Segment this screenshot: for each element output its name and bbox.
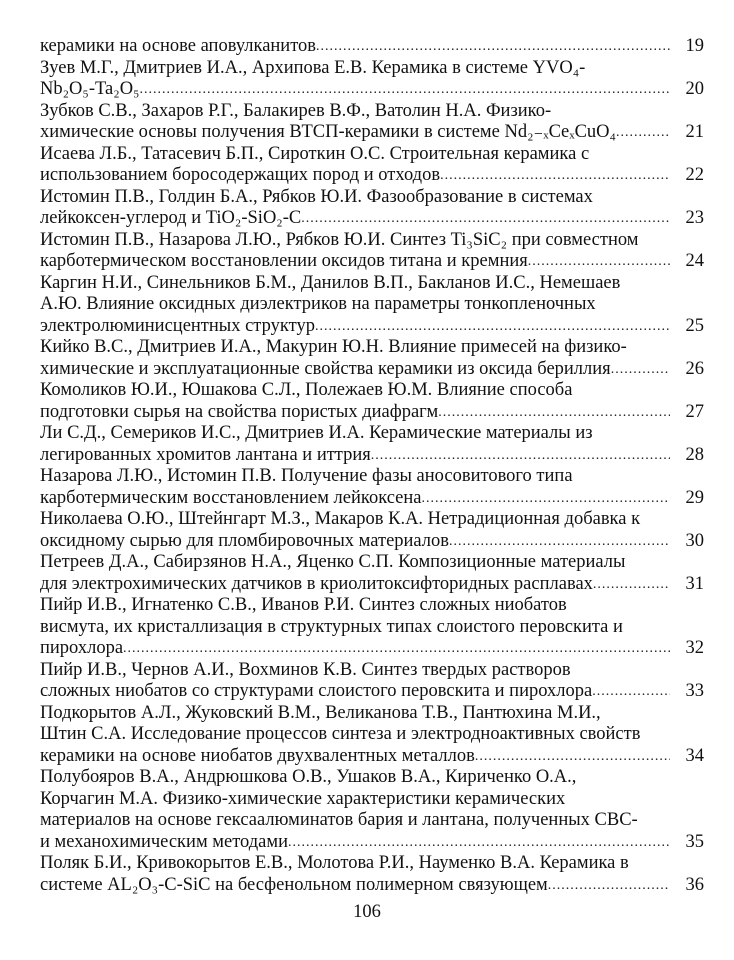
toc-line bbox=[40, 144, 704, 166]
toc-page-number: 20 bbox=[685, 79, 704, 99]
toc-page-number: 31 bbox=[685, 573, 704, 594]
toc-line-text-wrap bbox=[40, 767, 670, 789]
toc-line bbox=[40, 316, 704, 338]
toc-line-text-wrap bbox=[40, 402, 670, 424]
toc-page-number: 34 bbox=[685, 745, 704, 766]
toc-line-text: Николаева О.Ю., Штейнгарт М.З., Макаров К.А. Нетрадиционная добавка к bbox=[40, 509, 641, 529]
toc-line-text-wrap bbox=[40, 165, 670, 187]
toc-line-text: Корчагин М.А. Физико-химические характеристики керамических bbox=[40, 788, 566, 809]
toc-page-number: 24 bbox=[685, 251, 704, 271]
toc-line-text: пирохлора bbox=[40, 638, 124, 658]
toc-line bbox=[40, 58, 704, 80]
toc-entry bbox=[40, 423, 704, 466]
toc-line bbox=[40, 187, 704, 209]
toc-line bbox=[40, 79, 704, 101]
toc-line-text-wrap bbox=[40, 208, 670, 230]
table-of-contents bbox=[40, 36, 704, 896]
page-number-spacer bbox=[670, 230, 704, 252]
toc-entry bbox=[40, 337, 704, 380]
toc-line bbox=[40, 423, 704, 445]
toc-line bbox=[40, 165, 704, 187]
toc-line-text-wrap bbox=[40, 703, 670, 725]
toc-page-number: 26 bbox=[685, 358, 704, 379]
toc-line bbox=[40, 337, 704, 359]
toc-line-text: Штин С.А. Исследование процессов синтеза и электродноактивных свойств bbox=[40, 724, 641, 744]
toc-line-text: карботермическом восстановлении оксидов титана и кремния bbox=[40, 251, 528, 271]
toc-line-text-wrap bbox=[40, 359, 670, 381]
toc-line-text-wrap bbox=[40, 230, 670, 252]
toc-line bbox=[40, 875, 704, 897]
toc-entry bbox=[40, 144, 704, 187]
page-number-spacer bbox=[670, 423, 704, 445]
toc-line-text: Пийр И.В., Игнатенко С.В., Иванов Р.И. Синтез сложных ниобатов bbox=[40, 595, 567, 615]
toc-line bbox=[40, 36, 704, 58]
toc-entry bbox=[40, 273, 704, 338]
page-number-spacer bbox=[670, 552, 704, 574]
toc-entry bbox=[40, 101, 704, 144]
toc-line bbox=[40, 746, 704, 768]
toc-page-number: 23 bbox=[685, 208, 704, 228]
page-number-spacer bbox=[670, 187, 704, 209]
toc-line bbox=[40, 832, 704, 854]
toc-entry bbox=[40, 552, 704, 595]
toc-line bbox=[40, 251, 704, 273]
toc-line-text-wrap bbox=[40, 617, 670, 639]
toc-line-text: лейкоксен-углерод и TiO₂-SiO₂-C bbox=[40, 208, 302, 228]
toc-line-text: Поляк Б.И., Кривокорытов Е.В., Молотова Р.И., Науменко В.А. Керамика в bbox=[40, 853, 629, 873]
toc-line-text: А.Ю. Влияние оксидных диэлектриков на параметры тонкопленочных bbox=[40, 294, 596, 314]
page-number-spacer bbox=[670, 853, 704, 875]
toc-line bbox=[40, 810, 704, 832]
dot-leader bbox=[449, 531, 670, 553]
page-number-spacer bbox=[670, 617, 704, 639]
dot-leader bbox=[422, 488, 671, 510]
toc-page-number: 25 bbox=[685, 315, 704, 336]
toc-line bbox=[40, 638, 704, 660]
toc-line-text: Nb₂O₅-Ta₂O₅ bbox=[40, 79, 140, 99]
toc-entry bbox=[40, 187, 704, 230]
toc-line-text-wrap bbox=[40, 832, 670, 854]
page-number-spacer bbox=[670, 509, 704, 531]
toc-line-text-wrap bbox=[40, 337, 670, 359]
page-number-spacer bbox=[670, 144, 704, 166]
toc-entry bbox=[40, 853, 704, 896]
toc-page-number: 29 bbox=[685, 487, 704, 508]
toc-entry bbox=[40, 380, 704, 423]
toc-line bbox=[40, 402, 704, 424]
toc-line-text-wrap bbox=[40, 660, 670, 682]
toc-line-text: материалов на основе гексаалюминатов бария и лантана, полученных СВС- bbox=[40, 810, 638, 830]
toc-line-text: Подкорытов А.Л., Жуковский В.М., Великанова Т.В., Пантюхина М.И., bbox=[40, 702, 601, 723]
toc-page-number: 36 bbox=[685, 874, 704, 895]
toc-line-text: Истомин П.В., Голдин Б.А., Рябков Ю.И. Фазообразование в системах bbox=[40, 186, 593, 207]
toc-line-text: для электрохимических датчиков в криолитоксифторидных расплавах bbox=[40, 573, 593, 594]
toc-line-text-wrap bbox=[40, 724, 670, 746]
dot-leader bbox=[593, 574, 670, 596]
toc-line-text-wrap bbox=[40, 574, 670, 596]
toc-line-text: подготовки сырья на свойства пористых диафрагм bbox=[40, 401, 439, 422]
toc-line bbox=[40, 466, 704, 488]
toc-line-text-wrap bbox=[40, 789, 670, 811]
toc-entry bbox=[40, 509, 704, 552]
toc-line-text: Пийр И.В., Чернов А.И., Вохминов К.В. Синтез твердых растворов bbox=[40, 659, 571, 680]
toc-line bbox=[40, 359, 704, 381]
toc-line bbox=[40, 853, 704, 875]
toc-page-number: 21 bbox=[685, 122, 704, 142]
toc-line-text-wrap bbox=[40, 423, 670, 445]
page-number-spacer bbox=[670, 273, 704, 295]
page-number-spacer bbox=[670, 466, 704, 488]
toc-line-text-wrap bbox=[40, 187, 670, 209]
toc-line bbox=[40, 273, 704, 295]
toc-line-text-wrap bbox=[40, 79, 670, 101]
page-number-spacer bbox=[670, 294, 704, 316]
toc-line-text: легированных хромитов лантана и иттрия bbox=[40, 444, 371, 465]
toc-line-text-wrap bbox=[40, 875, 670, 897]
toc-line bbox=[40, 488, 704, 510]
toc-entry bbox=[40, 660, 704, 703]
toc-line-text: висмута, их кристаллизация в структурных типах слоистого перовскита и bbox=[40, 616, 623, 637]
page-number-spacer bbox=[670, 724, 704, 746]
toc-line-text-wrap bbox=[40, 294, 670, 316]
page-number-spacer bbox=[670, 767, 704, 789]
toc-line-text-wrap bbox=[40, 58, 670, 80]
toc-line-text-wrap bbox=[40, 144, 670, 166]
toc-line-text: химические основы получения ВТСП-керамики в системе Nd₂₋ₓCeₓCuO₄ bbox=[40, 122, 616, 142]
toc-line-text: Назарова Л.Ю., Истомин П.В. Получение фазы аносовитового типа bbox=[40, 466, 573, 486]
toc-line-text-wrap bbox=[40, 316, 670, 338]
toc-line-text: использованием боросодержащих пород и отходов bbox=[40, 165, 441, 185]
toc-line-text: и механохимическим методами bbox=[40, 831, 288, 852]
dot-leader bbox=[371, 445, 670, 467]
toc-line-text-wrap bbox=[40, 531, 670, 553]
toc-line bbox=[40, 230, 704, 252]
toc-line-text: Кийко В.С., Дмитриев И.А., Макурин Ю.Н. Влияние примесей на физико- bbox=[40, 337, 627, 357]
toc-line bbox=[40, 724, 704, 746]
toc-line-text: сложных ниобатов со структурами слоистого перовскита и пирохлора bbox=[40, 681, 593, 701]
toc-line-text-wrap bbox=[40, 122, 670, 144]
toc-line bbox=[40, 681, 704, 703]
toc-line bbox=[40, 552, 704, 574]
toc-line-text: Полубояров В.А., Андрюшкова О.В., Ушаков В.А., Кириченко О.А., bbox=[40, 767, 577, 787]
toc-page-number: 33 bbox=[685, 681, 704, 701]
toc-line bbox=[40, 703, 704, 725]
toc-line bbox=[40, 380, 704, 402]
toc-line-text: Истомин П.В., Назарова Л.Ю., Рябков Ю.И. Синтез Ti₃SiC₂ при совместном bbox=[40, 229, 639, 250]
toc-entry bbox=[40, 58, 704, 101]
page-number-spacer bbox=[670, 810, 704, 832]
toc-line-text-wrap bbox=[40, 552, 670, 574]
toc-line-text-wrap bbox=[40, 273, 670, 295]
page-number-spacer bbox=[670, 101, 704, 123]
toc-line bbox=[40, 789, 704, 811]
toc-line-text-wrap bbox=[40, 445, 670, 467]
toc-line-text: Каргин Н.И., Синельников Б.М., Данилов В.П., Бакланов И.С., Немешаев bbox=[40, 272, 621, 293]
toc-entry bbox=[40, 767, 704, 853]
dot-leader bbox=[475, 746, 670, 768]
dot-leader bbox=[140, 79, 670, 101]
toc-page-number: 28 bbox=[685, 444, 704, 465]
dot-leader bbox=[548, 875, 670, 897]
toc-line-text-wrap bbox=[40, 681, 670, 703]
toc-entry bbox=[40, 466, 704, 509]
toc-line bbox=[40, 445, 704, 467]
toc-line bbox=[40, 660, 704, 682]
page-number-spacer bbox=[670, 58, 704, 80]
toc-line bbox=[40, 595, 704, 617]
page-number-spacer bbox=[670, 380, 704, 402]
toc-line-text-wrap bbox=[40, 36, 670, 58]
toc-line bbox=[40, 294, 704, 316]
toc-page-number: 27 bbox=[685, 401, 704, 422]
toc-line-text: Зубков С.В., Захаров Р.Г., Балакирев В.Ф., Ватолин Н.А. Физико- bbox=[40, 100, 552, 121]
toc-line-text-wrap bbox=[40, 638, 670, 660]
toc-line-text-wrap bbox=[40, 380, 670, 402]
toc-line bbox=[40, 509, 704, 531]
dot-leader bbox=[611, 359, 670, 381]
toc-line-text-wrap bbox=[40, 488, 670, 510]
toc-page-number: 35 bbox=[685, 831, 704, 852]
toc-line bbox=[40, 574, 704, 596]
toc-line-text-wrap bbox=[40, 251, 670, 273]
toc-line-text-wrap bbox=[40, 853, 670, 875]
dot-leader bbox=[592, 681, 670, 703]
toc-line-text: химические и эксплуатационные свойства керамики из оксида бериллия bbox=[40, 358, 611, 379]
toc-page-number: 30 bbox=[685, 530, 704, 551]
dot-leader bbox=[438, 402, 670, 424]
page-number-spacer bbox=[670, 660, 704, 682]
page-number-spacer bbox=[670, 789, 704, 811]
toc-line-text-wrap bbox=[40, 810, 670, 832]
dot-leader bbox=[316, 36, 670, 58]
toc-entry bbox=[40, 703, 704, 768]
toc-entry bbox=[40, 36, 704, 58]
toc-line bbox=[40, 531, 704, 553]
toc-entry bbox=[40, 595, 704, 660]
toc-page-number: 19 bbox=[685, 36, 704, 56]
toc-line-text: карботермическим восстановлением лейкоксена bbox=[40, 487, 422, 508]
dot-leader bbox=[528, 251, 670, 273]
toc-line-text: оксидному сырью для пломбировочных материалов bbox=[40, 530, 450, 551]
toc-line-text-wrap bbox=[40, 746, 670, 768]
dot-leader bbox=[315, 316, 670, 338]
toc-line-text: Зуев М.Г., Дмитриев И.А., Архипова Е.В. Керамика в системе YVO₄- bbox=[40, 57, 586, 78]
dot-leader bbox=[288, 832, 670, 854]
toc-page-number: 22 bbox=[685, 165, 704, 185]
toc-page-number: 32 bbox=[685, 638, 704, 658]
toc-line bbox=[40, 101, 704, 123]
toc-line-text: Петреев Д.А., Сабирзянов Н.А., Яценко С.П. Композиционные материалы bbox=[40, 552, 626, 572]
dot-leader bbox=[616, 122, 670, 144]
toc-entry bbox=[40, 230, 704, 273]
page-number-spacer bbox=[670, 595, 704, 617]
toc-line-text: Комоликов Ю.И., Юшакова С.Л., Полежаев Ю.М. Влияние способа bbox=[40, 380, 573, 400]
toc-line-text: керамики на основе аповулканитов bbox=[40, 36, 317, 56]
dot-leader bbox=[440, 165, 670, 187]
toc-line-text-wrap bbox=[40, 595, 670, 617]
toc-line-text-wrap bbox=[40, 466, 670, 488]
dot-leader bbox=[123, 638, 670, 660]
toc-line-text: керамики на основе ниобатов двухвалентных металлов bbox=[40, 745, 475, 766]
page-number: 106 bbox=[353, 902, 381, 922]
toc-line-text-wrap bbox=[40, 101, 670, 123]
dot-leader bbox=[301, 208, 670, 230]
page-number-spacer bbox=[670, 703, 704, 725]
toc-line-text: системе AL₂O₃-C-SiC на бесфенольном полимерном связующем bbox=[40, 874, 548, 895]
toc-line-text: электролюминисцентных структур bbox=[40, 315, 315, 336]
toc-line-text: Исаева Л.Б., Татасевич Б.П., Сироткин О.С. Строительная керамика с bbox=[40, 143, 590, 164]
toc-line-text-wrap bbox=[40, 509, 670, 531]
toc-line bbox=[40, 767, 704, 789]
toc-line bbox=[40, 208, 704, 230]
toc-line bbox=[40, 617, 704, 639]
toc-line bbox=[40, 122, 704, 144]
toc-line-text: Ли С.Д., Семериков И.С., Дмитриев И.А. Керамические материалы из bbox=[40, 423, 593, 443]
page-number-spacer bbox=[670, 337, 704, 359]
